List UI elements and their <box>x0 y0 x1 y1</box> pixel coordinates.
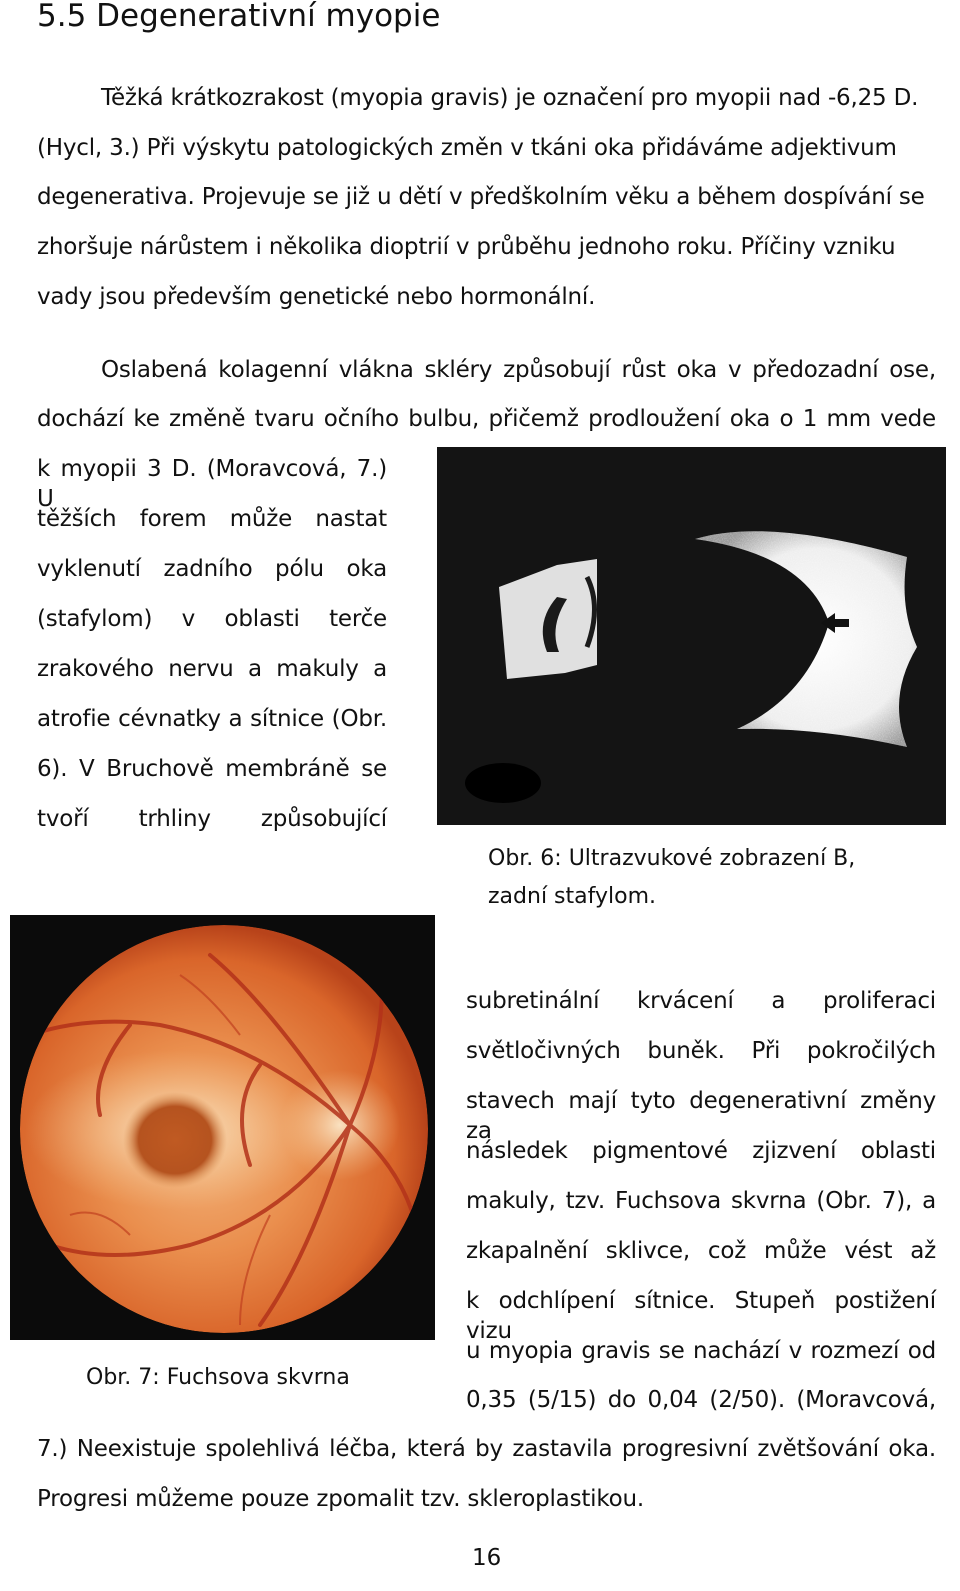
para2-right-line-3: stavech mají tyto degenerativní změny za <box>466 1088 936 1144</box>
ultrasound-b-scan-image <box>437 447 946 825</box>
para2-right-line-4: následek pigmentové zjizvení oblasti <box>466 1138 936 1164</box>
para2-right-line-5: makuly, tzv. Fuchsova skvrna (Obr. 7), a <box>466 1188 936 1214</box>
para2-left-line-5: zrakového nervu a makuly a <box>37 656 387 682</box>
para2-end-line-1: 7.) Neexistuje spolehlivá léčba, která by zastavila progresivní zvětšování oka. <box>37 1436 936 1462</box>
para2-line-2: dochází ke změně tvaru očního bulbu, přičemž prodloužení oka o 1 mm vede <box>37 406 936 432</box>
fig6-caption-line-1: Obr. 6: Ultrazvukové zobrazení B, <box>488 846 856 871</box>
para2-left-line-7: 6). V Bruchově membráně se <box>37 756 387 782</box>
section-heading: 5.5 Degenerativní myopie <box>37 0 441 34</box>
para1-line-1: Těžká krátkozrakost (myopia gravis) je označení pro myopii nad -6,25 D. <box>101 85 919 111</box>
para2-left-line-3: vyklenutí zadního pólu oka <box>37 556 387 582</box>
para2-right-line-1: subretinální krvácení a proliferaci <box>466 988 936 1014</box>
fundus-photograph-image <box>10 915 435 1340</box>
para2-left-line-4: (stafylom) v oblasti terče <box>37 606 387 632</box>
para1-line-4: zhoršuje nárůstem i několika dioptrií v průběhu jednoho roku. Příčiny vzniku <box>37 234 896 260</box>
para1-line-5: vady jsou především genetické nebo hormonální. <box>37 284 596 310</box>
page-number: 16 <box>472 1545 502 1571</box>
para2-left-line-6: atrofie cévnatky a sítnice (Obr. <box>37 706 387 732</box>
para2-end-line-2: Progresi můžeme pouze zpomalit tzv. skleroplastikou. <box>37 1486 645 1512</box>
para2-right-line-7: k odchlípení sítnice. Stupeň postižení vizu <box>466 1288 936 1344</box>
para1-line-3: degenerativa. Projevuje se již u dětí v předškolním věku a během dospívání se <box>37 184 925 210</box>
fig7-caption: Obr. 7: Fuchsova skvrna <box>86 1365 350 1390</box>
para2-left-line-8: tvoří trhliny způsobující <box>37 806 387 832</box>
para2-right-line-6: zkapalnění sklivce, což může vést až <box>466 1238 936 1264</box>
para2-left-line-2: těžších forem může nastat <box>37 506 387 532</box>
para2-line-1: Oslabená kolagenní vlákna skléry způsobují růst oka v předozadní ose, <box>101 357 936 383</box>
para2-right-line-8: u myopia gravis se nachází v rozmezí od <box>466 1338 936 1364</box>
para2-right-line-2: světločivných buněk. Při pokročilých <box>466 1038 936 1064</box>
para2-right-line-9: 0,35 (5/15) do 0,04 (2/50). (Moravcová, <box>466 1387 936 1413</box>
para1-line-2: (Hycl, 3.) Při výskytu patologických změn v tkáni oka přidáváme adjektivum <box>37 135 897 161</box>
fig6-caption-line-2: zadní stafylom. <box>488 884 656 909</box>
para2-left-line-1: k myopii 3 D. (Moravcová, 7.) U <box>37 456 387 512</box>
